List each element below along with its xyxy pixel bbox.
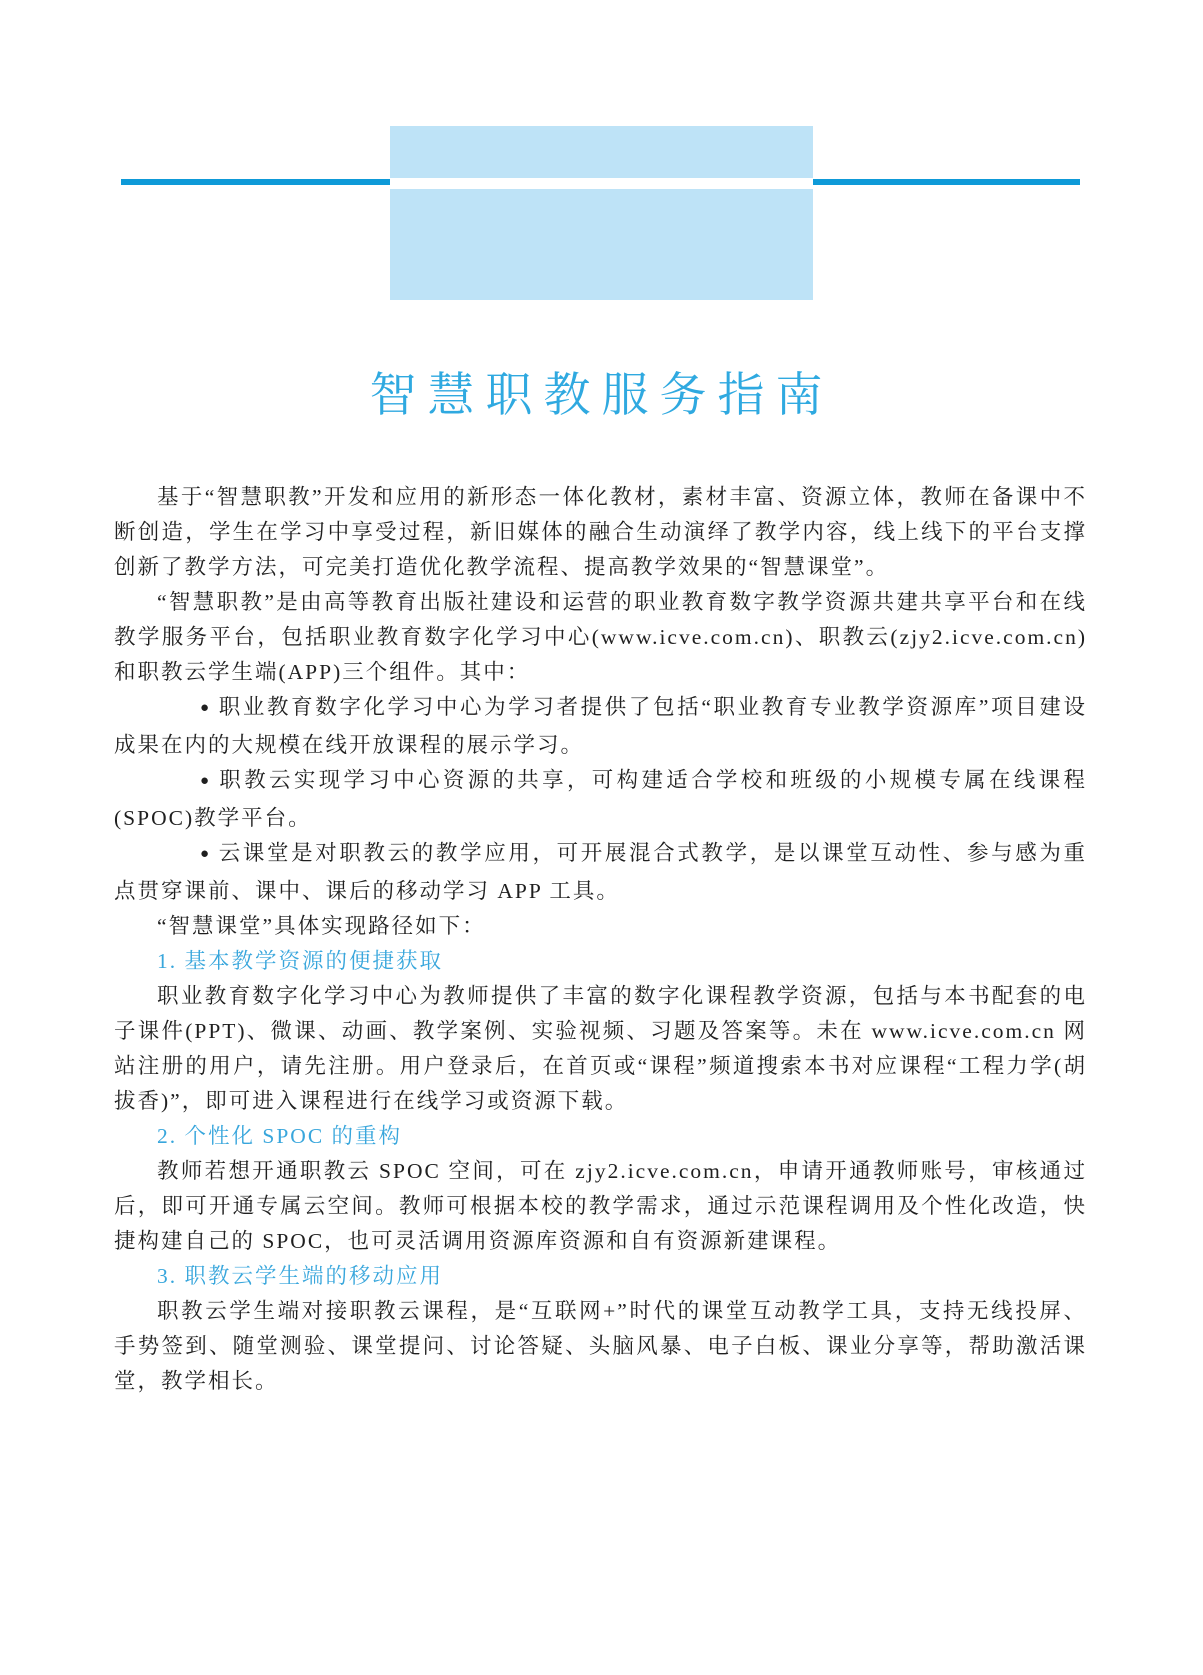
paragraph: 职业教育数字化学习中心为教师提供了丰富的数字化课程教学资源，包括与本书配套的电子课件(PPT)、微课、动画、教学案例、实验视频、习题及答案等。未在 www.icve.com.cn 网站注册的用户，请先注册。用户登录后，在首页或“课程”频道搜索本书对应课程“工程力学(胡拔香)”，即可进入课程进行在线学习或资源下载。: [114, 984, 1087, 1113]
bullet-item: [114, 763, 1087, 836]
bullet-text: 云课堂是对职教云的教学应用，可开展混合式教学，是以课堂互动性、参与感为重点贯穿课前、课中、课后的移动学习 APP 工具。: [114, 841, 1087, 903]
bullet-icon: ●: [200, 700, 210, 716]
bullet-item: [114, 690, 1087, 763]
section-heading: 3. 职教云学生端的移动应用: [157, 1264, 444, 1288]
bullet-item: [114, 836, 1087, 909]
section-heading: 2. 个性化 SPOC 的重构: [157, 1124, 403, 1148]
paragraph: “智慧课堂”具体实现路径如下：: [157, 914, 486, 938]
paragraph: 职教云学生端对接职教云课程，是“互联网+”时代的课堂互动教学工具，支持无线投屏、手势签到、随堂测验、课堂提问、讨论答疑、头脑风暴、电子白板、课业分享等，帮助激活课堂，教学相长。: [114, 1299, 1087, 1393]
bullet-text: 职教云实现学习中心资源的共享，可构建适合学校和班级的小规模专属在线课程(SPOC)教学平台。: [114, 768, 1087, 830]
paragraph: “智慧职教”是由高等教育出版社建设和运营的职业教育数字教学资源共建共享平台和在线教学服务平台，包括职业教育数字化学习中心(www.icve.com.cn)、职教云(zjy2.icve.com.cn)和职教云学生端(APP)三个组件。其中：: [114, 590, 1087, 684]
content-column: [114, 480, 1087, 1399]
paragraph: 基于“智慧职教”开发和应用的新形态一体化教材，素材丰富、资源立体，教师在备课中不断创造，学生在学习中享受过程，新旧媒体的融合生动演绎了教学内容，线上线下的平台支撑创新了教学方法，可完美打造优化教学流程、提高教学效果的“智慧课堂”。: [114, 485, 1087, 579]
header-decorative-box: [390, 126, 813, 300]
header-rule-gap: [390, 178, 813, 189]
bullet-icon: ●: [200, 846, 210, 862]
section-heading: 1. 基本教学资源的便捷获取: [157, 949, 444, 973]
page-title: 智慧职教服务指南: [369, 368, 834, 421]
bullet-text: 职业教育数字化学习中心为学习者提供了包括“职业教育专业教学资源库”项目建设成果在内的大规模在线开放课程的展示学习。: [114, 695, 1087, 757]
bullet-icon: ●: [200, 773, 210, 789]
paragraph: 教师若想开通职教云 SPOC 空间，可在 zjy2.icve.com.cn，申请开通教师账号，审核通过后，即可开通专属云空间。教师可根据本校的教学需求，通过示范课程调用及个性化改造，快捷构建自己的 SPOC，也可灵活调用资源库资源和自有资源新建课程。: [114, 1159, 1087, 1253]
